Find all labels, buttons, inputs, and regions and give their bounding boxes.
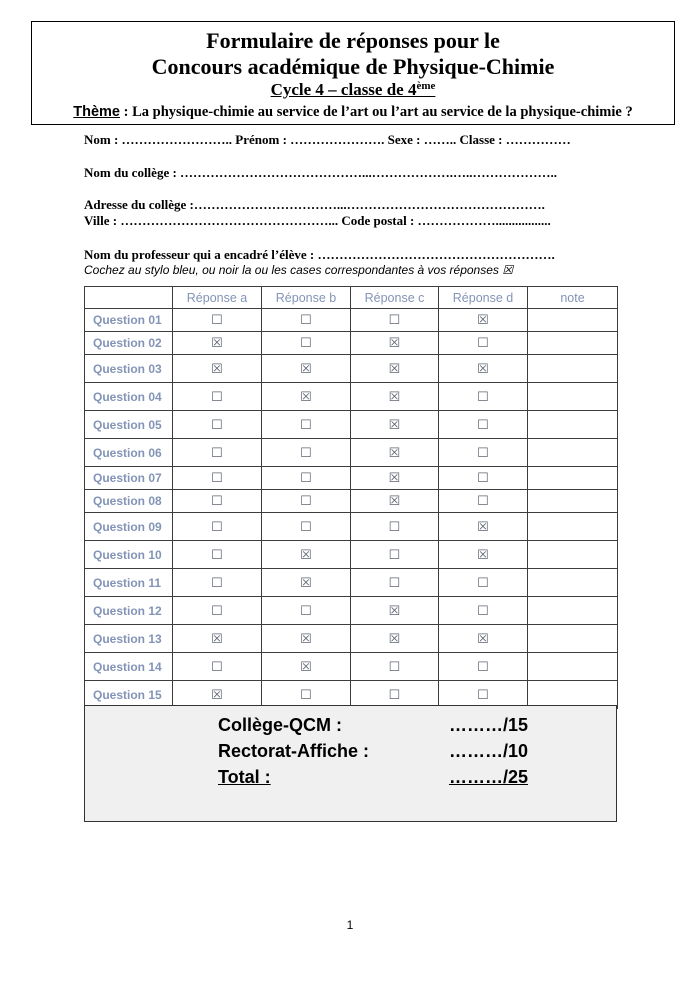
table-row bbox=[85, 411, 618, 439]
checkbox-d[interactable]: ☒ bbox=[439, 309, 528, 332]
checkbox-b[interactable]: ☒ bbox=[262, 541, 351, 569]
form-header bbox=[31, 21, 675, 125]
checkbox-c[interactable]: ☐ bbox=[351, 513, 439, 541]
table-row bbox=[85, 569, 618, 597]
question-label: Question 15 bbox=[85, 681, 173, 709]
note-cell[interactable] bbox=[528, 653, 618, 681]
note-cell[interactable] bbox=[528, 355, 618, 383]
header-blank bbox=[85, 287, 173, 309]
city-postal-field[interactable]: Ville : …………………………………………... Code postal : ………………................. bbox=[84, 213, 551, 228]
checkbox-a[interactable]: ☐ bbox=[173, 411, 262, 439]
table-header-row bbox=[85, 287, 618, 309]
note-cell[interactable] bbox=[528, 625, 618, 653]
note-cell[interactable] bbox=[528, 513, 618, 541]
checkbox-b[interactable]: ☒ bbox=[262, 653, 351, 681]
question-label: Question 03 bbox=[85, 355, 173, 383]
header-reponse-d: Réponse d bbox=[439, 287, 528, 309]
checkbox-a[interactable]: ☐ bbox=[173, 490, 262, 513]
affiche-score[interactable]: ………/10 bbox=[448, 741, 528, 761]
checkbox-a[interactable]: ☐ bbox=[173, 597, 262, 625]
question-label: Question 02 bbox=[85, 332, 173, 355]
checkbox-a[interactable]: ☐ bbox=[173, 467, 262, 490]
checkbox-b[interactable]: ☐ bbox=[262, 467, 351, 490]
page-number: 1 bbox=[346, 918, 354, 932]
note-cell[interactable] bbox=[528, 411, 618, 439]
question-label: Question 11 bbox=[85, 569, 173, 597]
header-reponse-b: Réponse b bbox=[262, 287, 351, 309]
table-row bbox=[85, 383, 618, 411]
note-cell[interactable] bbox=[528, 597, 618, 625]
checkbox-c[interactable]: ☐ bbox=[351, 569, 439, 597]
college-name-field[interactable]: Nom du collège : ……………………………………...……………….…..……………….. bbox=[84, 165, 558, 180]
question-label: Question 04 bbox=[85, 383, 173, 411]
affiche-label: Rectorat-Affiche : bbox=[218, 741, 370, 761]
checkbox-b[interactable]: ☒ bbox=[262, 625, 351, 653]
table-row bbox=[85, 490, 618, 513]
table-row bbox=[85, 467, 618, 490]
checkbox-c[interactable]: ☒ bbox=[351, 411, 439, 439]
checkbox-a[interactable]: ☐ bbox=[173, 541, 262, 569]
checkbox-c[interactable]: ☒ bbox=[351, 383, 439, 411]
checkbox-d[interactable]: ☐ bbox=[439, 439, 528, 467]
checkbox-b[interactable]: ☐ bbox=[262, 513, 351, 541]
checkbox-c[interactable]: ☒ bbox=[351, 490, 439, 513]
checkbox-a[interactable]: ☐ bbox=[173, 309, 262, 332]
table-row bbox=[85, 541, 618, 569]
checkbox-b[interactable]: ☒ bbox=[262, 569, 351, 597]
cycle-superscript: ème bbox=[416, 80, 436, 92]
header-note: note bbox=[528, 287, 618, 309]
note-cell[interactable] bbox=[528, 332, 618, 355]
note-cell[interactable] bbox=[528, 569, 618, 597]
question-label: Question 14 bbox=[85, 653, 173, 681]
theme-text: : La physique-chimie au service de l’art ou l’art au service de la physique-chimie ? bbox=[120, 104, 633, 120]
checkbox-d[interactable]: ☐ bbox=[439, 332, 528, 355]
checkbox-d[interactable]: ☐ bbox=[439, 653, 528, 681]
checkbox-b[interactable]: ☒ bbox=[262, 383, 351, 411]
checkbox-c[interactable]: ☒ bbox=[351, 625, 439, 653]
question-label: Question 08 bbox=[85, 490, 173, 513]
checkbox-b[interactable]: ☐ bbox=[262, 681, 351, 709]
question-label: Question 01 bbox=[85, 309, 173, 332]
checkbox-d[interactable]: ☐ bbox=[439, 597, 528, 625]
instructions: Cochez au stylo bleu, ou noir la ou les cases correspondantes à vos réponses ☒ bbox=[84, 263, 513, 277]
checkbox-b[interactable]: ☒ bbox=[262, 355, 351, 383]
identity-fields[interactable]: Nom : …………………….. Prénom : …………………. Sexe : …….. Classe : …………… bbox=[84, 132, 571, 147]
checkbox-b[interactable]: ☐ bbox=[262, 439, 351, 467]
checkbox-d[interactable]: ☐ bbox=[439, 569, 528, 597]
score-qcm bbox=[218, 713, 528, 737]
qcm-label: Collège-QCM : bbox=[218, 715, 342, 735]
teacher-name-field[interactable]: Nom du professeur qui a encadré l’élève : ………………………………………………. bbox=[84, 247, 555, 262]
checkbox-a[interactable]: ☐ bbox=[173, 513, 262, 541]
checkbox-d[interactable]: ☐ bbox=[439, 383, 528, 411]
checkbox-d[interactable]: ☒ bbox=[439, 513, 528, 541]
score-affiche bbox=[218, 739, 528, 763]
cycle-text: Cycle 4 – classe de 4 bbox=[270, 80, 417, 99]
checkbox-d[interactable]: ☐ bbox=[439, 467, 528, 490]
checkbox-a[interactable]: ☐ bbox=[173, 383, 262, 411]
note-cell[interactable] bbox=[528, 383, 618, 411]
checkbox-d[interactable]: ☒ bbox=[439, 625, 528, 653]
checkbox-d[interactable]: ☒ bbox=[439, 355, 528, 383]
question-label: Question 09 bbox=[85, 513, 173, 541]
checkbox-b[interactable]: ☐ bbox=[262, 490, 351, 513]
checkbox-a[interactable]: ☒ bbox=[173, 355, 262, 383]
table-row bbox=[85, 597, 618, 625]
checkbox-a[interactable]: ☐ bbox=[173, 439, 262, 467]
checkbox-a[interactable]: ☒ bbox=[173, 332, 262, 355]
table-row bbox=[85, 625, 618, 653]
checkbox-a[interactable]: ☒ bbox=[173, 625, 262, 653]
checkbox-a[interactable]: ☐ bbox=[173, 653, 262, 681]
answer-table bbox=[84, 286, 618, 709]
checkbox-d[interactable]: ☐ bbox=[439, 490, 528, 513]
checkbox-d[interactable]: ☒ bbox=[439, 541, 528, 569]
question-label: Question 07 bbox=[85, 467, 173, 490]
total-score[interactable]: ………/25 bbox=[448, 767, 528, 787]
note-cell[interactable] bbox=[528, 490, 618, 513]
note-cell[interactable] bbox=[528, 439, 618, 467]
qcm-score[interactable]: ………/15 bbox=[448, 715, 528, 735]
checkbox-a[interactable]: ☐ bbox=[173, 569, 262, 597]
header-reponse-a: Réponse a bbox=[173, 287, 262, 309]
theme-line bbox=[32, 103, 674, 121]
form-title-line2: Concours académique de Physique-Chimie bbox=[151, 54, 555, 79]
checkbox-d[interactable]: ☐ bbox=[439, 681, 528, 709]
cycle-level bbox=[32, 80, 674, 100]
checkbox-c[interactable]: ☒ bbox=[351, 439, 439, 467]
question-label: Question 12 bbox=[85, 597, 173, 625]
checkbox-d[interactable]: ☐ bbox=[439, 411, 528, 439]
header-reponse-c: Réponse c bbox=[351, 287, 439, 309]
note-cell[interactable] bbox=[528, 309, 618, 332]
checkbox-c[interactable]: ☒ bbox=[351, 332, 439, 355]
checkbox-b[interactable]: ☐ bbox=[262, 411, 351, 439]
score-summary bbox=[84, 705, 617, 822]
checkbox-c[interactable]: ☒ bbox=[351, 597, 439, 625]
checkbox-c[interactable]: ☐ bbox=[351, 653, 439, 681]
table-row bbox=[85, 309, 618, 332]
table-row bbox=[85, 653, 618, 681]
checkbox-c[interactable]: ☐ bbox=[351, 681, 439, 709]
college-address-field[interactable]: Adresse du collège :……………………………...………………………………………. bbox=[84, 197, 545, 212]
total-label: Total : bbox=[218, 767, 271, 787]
table-row bbox=[85, 513, 618, 541]
note-cell[interactable] bbox=[528, 541, 618, 569]
form-title-line1: Formulaire de réponses pour le bbox=[206, 28, 500, 53]
table-row bbox=[85, 439, 618, 467]
checkbox-a[interactable]: ☒ bbox=[173, 681, 262, 709]
question-label: Question 13 bbox=[85, 625, 173, 653]
question-label: Question 06 bbox=[85, 439, 173, 467]
checkbox-c[interactable]: ☐ bbox=[351, 309, 439, 332]
checkbox-c[interactable]: ☐ bbox=[351, 541, 439, 569]
table-row bbox=[85, 332, 618, 355]
score-total bbox=[218, 765, 528, 789]
checkbox-c[interactable]: ☒ bbox=[351, 467, 439, 490]
checkbox-b[interactable]: ☐ bbox=[262, 332, 351, 355]
question-label: Question 10 bbox=[85, 541, 173, 569]
note-cell[interactable] bbox=[528, 467, 618, 490]
checkbox-c[interactable]: ☒ bbox=[351, 355, 439, 383]
checkbox-b[interactable]: ☐ bbox=[262, 597, 351, 625]
question-label: Question 05 bbox=[85, 411, 173, 439]
table-row bbox=[85, 355, 618, 383]
theme-label: Thème bbox=[73, 104, 121, 120]
checkbox-b[interactable]: ☐ bbox=[262, 309, 351, 332]
